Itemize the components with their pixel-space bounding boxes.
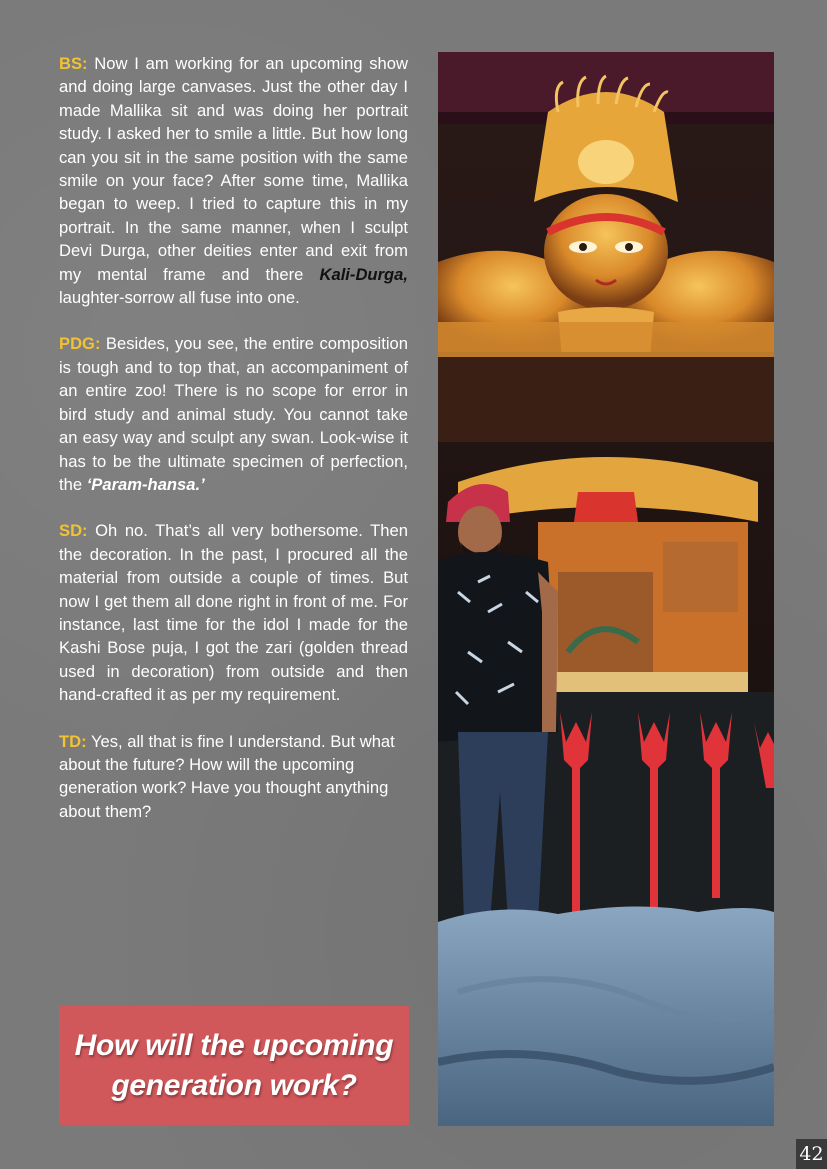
paragraph-text: Now I am working for an upcoming show and doing large canvases. Just the other day I made Mallika sit and was doing her portrait study. I asked her to smile a little. But how long can you sit in the same position with the same smile on your face? After some time, Mallika began to weep. I tried to capture this in my portrait. In the same manner, when I sculpt Devi Durga, other deities enter and exit from my mental frame and there <box>59 54 408 284</box>
paragraph-bs <box>59 52 408 309</box>
paragraph-text: Besides, you see, the entire composition is tough and to top that, an accompaniment of an entire zoo! There is no scope for error in bird study and animal study. You cannot take an easy way and sculpt any swan. Look-wise it has to be the ultimate specimen of perfection, the <box>59 334 408 494</box>
rock-foreground <box>438 906 774 1126</box>
pull-quote-box <box>59 1006 409 1125</box>
durga-idol-photo <box>438 52 774 1126</box>
paragraph-pdg <box>59 332 408 496</box>
paragraph-text: Yes, all that is fine I understand. But what about the future? How will the upcoming generation work? Have you thought anything about them? <box>59 731 395 821</box>
page-number: 42 <box>796 1139 827 1169</box>
pull-quote-text: How will the upcoming generation work? <box>74 1028 394 1102</box>
emphasis-text: Kali-Durga, <box>319 264 408 284</box>
paragraph-td <box>59 730 408 824</box>
paragraph-text: laughter-sorrow all fuse into one. <box>59 288 300 308</box>
emphasis-text: ‘Param-hansa.’ <box>86 474 205 494</box>
paragraph-sd <box>59 519 408 706</box>
paragraph-text: Oh no. That’s all very bothersome. Then the decoration. In the past, I procured all the material from outside a couple of times. But now I get them all done right in front of me. For instance, last time for the idol I made for the Kashi Bose puja, I got the zari (golden thread used in decoration) from outside and then hand-crafted it as per my requirement. <box>59 521 408 705</box>
speaker-label: PDG: <box>59 334 101 354</box>
speaker-label: SD: <box>59 521 88 541</box>
speaker-label: BS: <box>59 54 88 73</box>
article-column <box>59 52 408 846</box>
idol-face <box>544 194 668 310</box>
speaker-label: TD: <box>59 731 87 751</box>
photo-illustration <box>438 52 774 1126</box>
